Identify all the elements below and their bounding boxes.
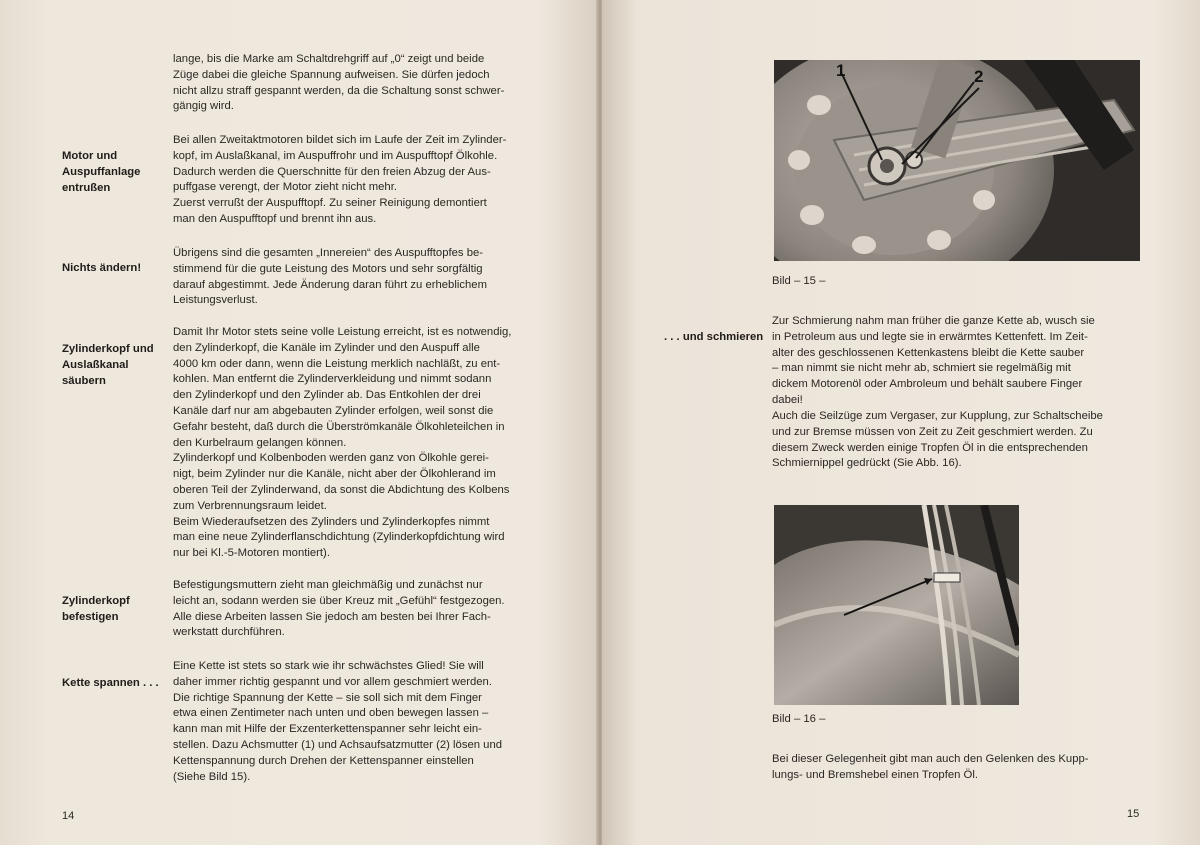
- paragraph-cable-lubrication: Auch die Seilzüge zum Vergaser, zur Kupplung, zur Schaltscheibe und zur Bremse müssen von Zeit zu Zeit geschmiert werden. Zu diesem Zweck werden einige Tropfen Öl in die entsprechenden Schmiernippel gedrückt (Sie Abb. 16).: [772, 410, 1103, 470]
- side-heading-change-nothing: Nichts ändern!: [62, 262, 142, 274]
- paragraph-cylinder-head-clean: Damit Ihr Motor stets seine volle Leistung erreicht, ist es notwendig, den Zylinderkopf, die Kanäle im Zylinder und den Auspuff alle 4000 km oder dann, wenn die Leistung merklich nachläßt, zu ent- kohlen. Man entfernt die Zylinderverkleidung und nimmt sodann den Zylinderkopf und den Zylinder ab. Das Entkohlen der drei Kanäle darf nur am abgebauten Zylinder erfolgen, weil sonst die Gefahr besteht, daß durch die Überströmkanäle Ölkohleteilchen in den Kurbelraum gelangen können. Zylinderkopf und Kolbenboden werden ganz von Ölkohle gerei- nigt, beim Zylinder nur die Kanäle, nicht aber der Ölkohlerand im oberen Teil der Zylinderwand, da sonst die Abdichtung des Kolbens zum Verbrennungsraum leidet. Beim Wiederaufsetzen des Zylinders und Zylinderkopfes nimmt man eine neue Zylinderflanschdichtung (Zylinderkopfdichtung wird nur bei Kl.-5-Motoren montiert).: [173, 326, 512, 560]
- page-number-left: 14: [62, 810, 75, 822]
- figure-16-caption: Bild – 16 –: [772, 713, 826, 725]
- side-heading-engine-decarbonize: Motor und Auspuffanlage entrußen: [62, 150, 141, 194]
- paragraph-engine-decarbonize: Bei allen Zweitaktmotoren bildet sich im Laufe der Zeit im Zylinder- kopf, im Auslaßkanal, im Auspuffrohr und im Auspufftopf Ölkohle. Dadurch werden die Querschnitte für den freien Abzug der Aus- puffgase verengt, der Motor zieht nicht mehr. Zuerst verrußt der Auspufftopf. Zu seiner Reinigung demontiert man den Auspufftopf und brennt ihn aus.: [173, 134, 507, 225]
- side-heading-lubricate: . . . und schmieren: [664, 331, 764, 343]
- callout-label-2: 2: [974, 67, 984, 86]
- paragraph-lever-joints: Bei dieser Gelegenheit gibt man auch den Gelenken des Kupp- lungs- und Bremshebel einen Tropfen Öl.: [772, 753, 1089, 781]
- callout-label-1: 1: [836, 61, 846, 80]
- side-heading-chain-tension: Kette spannen . . .: [62, 677, 159, 689]
- photo-chain-tensioner: [774, 60, 1140, 261]
- chain-case-illustration: [774, 60, 1140, 261]
- paragraph-gear-cable: lange, bis die Marke am Schaltdrehgriff auf „0“ zeigt und beide Züge dabei die gleiche Spannung aufweisen. Sie dürfen jedoch nicht allzu straff gespannt werden, da die Schaltung sonst schwer- gängig wird.: [173, 53, 505, 113]
- side-heading-cylinder-head-fasten: Zylinderkopf befestigen: [62, 595, 130, 623]
- side-heading-cylinder-head-clean: Zylinderkopf und Auslaßkanal säubern: [62, 343, 154, 387]
- paragraph-change-nothing: Übrigens sind die gesamten „Innereien“ des Auspufftopfes be- stimmend für die gute Leistung des Motors und sehr sorgfältig darauf abgestimmt. Jede Änderung daran führt zu erheblichem Leistungsverlust.: [173, 247, 487, 307]
- paragraph-cylinder-head-fasten: Befestigungsmuttern zieht man gleichmäßig und zunächst nur leicht an, sodann werden sie über Kreuz mit „Gefühl“ festgezogen. Alle diese Arbeiten lassen Sie jedoch am besten bei Ihrer Fach- werkstatt durchführen.: [173, 579, 505, 639]
- page-number-right: 15: [1127, 808, 1140, 820]
- paragraph-chain-lubrication: Zur Schmierung nahm man früher die ganze Kette ab, wusch sie in Petroleum aus und legte sie in erwärmtes Kettenfett. Im Zeit- alter des geschlossenen Kettenkastens bleibt die Kette sauber – man nimmt sie nicht mehr ab, schmiert sie regelmäßig mit dickem Motorenöl oder Ambroleum und behält saubere Finger dabei!: [772, 315, 1095, 406]
- right-page: [602, 0, 1200, 845]
- photo-cable-nipple: [774, 505, 1019, 705]
- left-page: [0, 0, 598, 845]
- cable-illustration: [774, 505, 1019, 705]
- paragraph-chain-tension: Eine Kette ist stets so stark wie ihr schwächstes Glied! Sie will daher immer richtig gespannt und vor allem geschmiert werden. Die richtige Spannung der Kette – sie soll sich mit dem Finger etwa einen Zentimeter nach unten und oben bewegen lassen – kann man mit Hilfe der Exzenterkettenspanner sehr leicht ein- stellen. Dazu Achsmutter (1) und Achsaufsatzmutter (2) lösen und Kettenspannung durch Drehen der Kettenspanner einstellen (Siehe Bild 15).: [173, 660, 503, 783]
- figure-15-caption: Bild – 15 –: [772, 275, 826, 287]
